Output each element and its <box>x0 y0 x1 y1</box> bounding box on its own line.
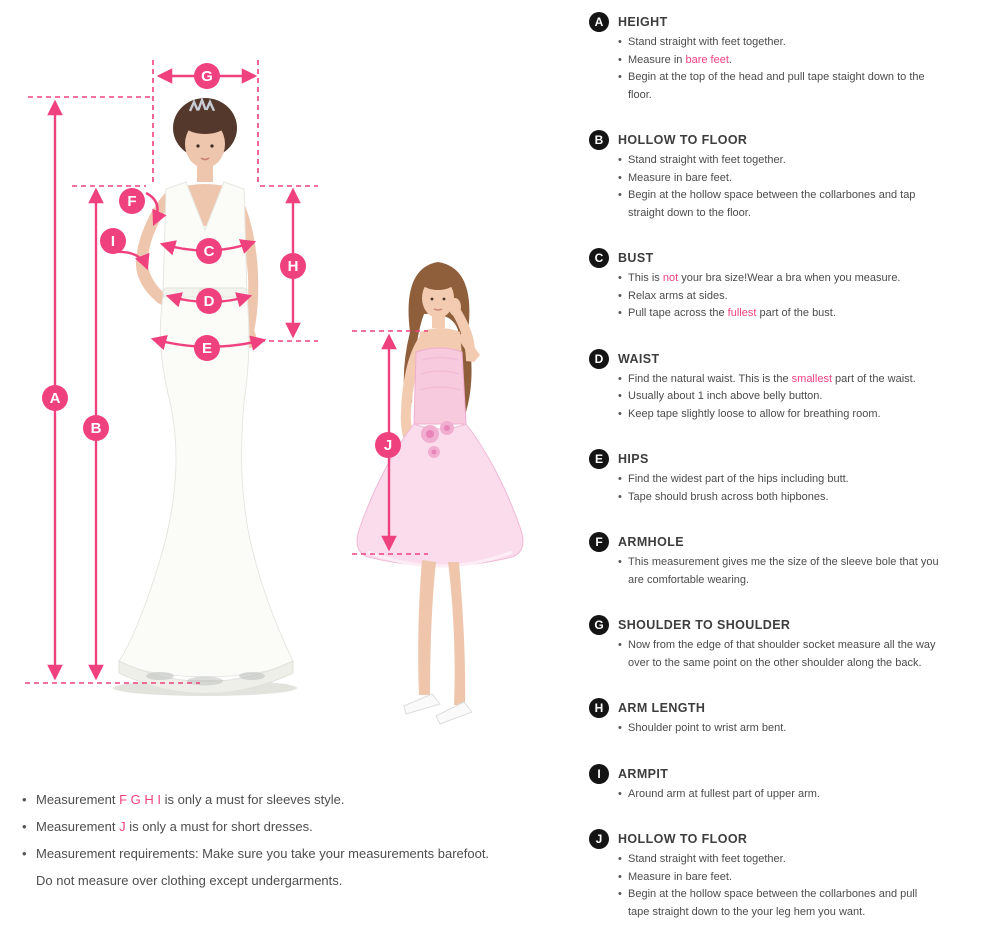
section-letter-badge: I <box>589 764 609 784</box>
instruction-bullet <box>618 637 940 672</box>
bullet-text: Begin at the hollow space between the collarbones and tap straight down to the floor. <box>628 189 916 219</box>
instruction-section-H <box>589 698 949 738</box>
measurement-diagram <box>0 0 580 780</box>
instruction-bullet <box>618 471 940 489</box>
instruction-section-J <box>589 829 949 921</box>
bullet-text: Measure in bare feet. <box>628 53 732 66</box>
bullet-text: This measurement gives me the size of the sleeve bole that you are comfortable wearing. <box>628 556 939 586</box>
instruction-bullet <box>618 371 940 389</box>
section-letter-badge: E <box>589 449 609 469</box>
instruction-bullet <box>618 170 940 188</box>
bullet-dot: • <box>618 154 622 166</box>
bullet-text: Now from the edge of that shoulder socket measure all the way over to the same point on the other shoulder along the back. <box>628 639 936 669</box>
measure-label-B: B <box>83 415 109 441</box>
bullet-dot: • <box>618 473 622 485</box>
bullet-dot: • <box>618 888 622 900</box>
instruction-bullet <box>618 869 940 887</box>
bullet-dot: • <box>618 36 622 48</box>
bullet-dot: • <box>618 390 622 402</box>
measure-label-F: F <box>119 188 145 214</box>
bullet-text: Measure in bare feet. <box>628 870 732 883</box>
measure-label-E: E <box>194 335 220 361</box>
bullet-dot: • <box>618 853 622 865</box>
instruction-bullet <box>618 152 940 170</box>
bullet-dot: • <box>22 792 27 807</box>
bullet-dot: • <box>22 819 27 834</box>
bullet-text: Usually about 1 inch above belly button. <box>628 390 823 402</box>
measure-label-A: A <box>42 385 68 411</box>
instruction-bullet <box>618 52 940 70</box>
note-text: Measurement requirements: Make sure you take your measurements barefoot. Do not measure over clothing except undergarments. <box>36 846 490 888</box>
bullet-text: Tape should brush across both hipbones. <box>628 490 829 503</box>
bullet-text: Shoulder point to wrist arm bent. <box>628 722 787 734</box>
bullet-text: Find the widest part of the hips including butt. <box>628 473 849 485</box>
bullet-dot: • <box>618 722 622 734</box>
section-title: HOLLOW TO FLOOR <box>618 133 748 147</box>
instruction-bullet <box>618 270 940 288</box>
bullet-dot: • <box>618 407 622 420</box>
instructions-list <box>589 12 949 947</box>
section-title: HEIGHT <box>618 15 668 29</box>
section-title: ARMHOLE <box>618 535 684 549</box>
section-letter-badge: J <box>589 829 609 849</box>
instruction-bullet <box>618 305 940 323</box>
instruction-section-B <box>589 130 949 222</box>
instruction-bullet <box>618 851 940 869</box>
section-title: HOLLOW TO FLOOR <box>618 832 748 846</box>
measure-label-I: I <box>100 228 126 254</box>
bullet-text: Stand straight with feet together. <box>628 154 786 166</box>
instruction-bullet <box>618 34 940 52</box>
bullet-dot: • <box>22 846 27 861</box>
notes-list <box>22 786 492 894</box>
instruction-bullet <box>618 720 940 738</box>
section-letter-badge: F <box>589 532 609 552</box>
section-title: WAIST <box>618 351 660 366</box>
section-title: HIPS <box>618 452 649 466</box>
bullet-dot: • <box>618 787 622 800</box>
bullet-dot: • <box>618 307 622 319</box>
bullet-dot: • <box>618 556 622 568</box>
note-item <box>22 840 492 894</box>
bullet-dot: • <box>618 53 622 66</box>
section-letter-badge: G <box>589 615 609 635</box>
bullet-dot: • <box>618 639 622 651</box>
bullet-dot: • <box>618 71 622 83</box>
instruction-bullet <box>618 69 940 104</box>
instruction-bullet <box>618 489 940 507</box>
bullet-text: Find the natural waist. This is the smallest part of the waist. <box>628 372 916 385</box>
bullet-text: Stand straight with feet together. <box>628 36 786 48</box>
instruction-bullet <box>618 554 940 589</box>
note-text: Measurement F G H I is only a must for sleeves style. <box>36 792 345 807</box>
instruction-bullet <box>618 786 940 804</box>
instruction-bullet <box>618 388 940 406</box>
measure-label-D: D <box>196 288 222 314</box>
measure-label-J: J <box>375 432 401 458</box>
section-letter-badge: D <box>589 349 609 369</box>
section-title: ARMPIT <box>618 766 669 781</box>
section-letter-badge: B <box>589 130 609 150</box>
measure-label-H: H <box>280 253 306 279</box>
section-letter-badge: C <box>589 248 609 268</box>
section-title: ARM LENGTH <box>618 701 706 715</box>
bullet-text: This is not your bra size!Wear a bra when you measure. <box>628 272 901 284</box>
bullet-text: Stand straight with feet together. <box>628 853 786 865</box>
instruction-section-I <box>589 764 949 804</box>
bullet-dot: • <box>618 171 622 184</box>
measure-label-C: C <box>196 238 222 264</box>
instruction-section-D <box>589 349 949 424</box>
bullet-dot: • <box>618 372 622 385</box>
bullet-text: Keep tape slightly loose to allow for breathing room. <box>628 407 881 420</box>
bullet-dot: • <box>618 189 622 201</box>
bullet-text: Begin at the hollow space between the collarbones and pull tape straight down to the your leg hem you want. <box>628 888 918 918</box>
instruction-section-G <box>589 615 949 672</box>
note-text: Measurement J is only a must for short dresses. <box>36 819 313 834</box>
section-letter-badge: A <box>589 12 609 32</box>
bullet-text: Begin at the top of the head and pull tape staight down to the floor. <box>628 71 925 101</box>
bullet-dot: • <box>618 272 622 284</box>
instruction-section-E <box>589 449 949 506</box>
instruction-bullet <box>618 187 940 222</box>
note-item <box>22 813 492 840</box>
section-title: SHOULDER TO SHOULDER <box>618 618 791 632</box>
instruction-section-C <box>589 248 949 323</box>
instruction-bullet <box>618 288 940 306</box>
note-item <box>22 786 492 813</box>
bullet-dot: • <box>618 870 622 883</box>
instruction-bullet <box>618 886 940 921</box>
bullet-dot: • <box>618 289 622 302</box>
bullet-text: Around arm at fullest part of upper arm. <box>628 787 820 800</box>
section-title: BUST <box>618 251 654 265</box>
diagram-artwork <box>0 0 580 780</box>
bride-figure-illustration <box>113 98 297 696</box>
bullet-text: Pull tape across the fullest part of the bust. <box>628 307 836 319</box>
instruction-section-A <box>589 12 949 104</box>
instruction-bullet <box>618 406 940 424</box>
section-letter-badge: H <box>589 698 609 718</box>
bullet-dot: • <box>618 490 622 503</box>
measure-label-G: G <box>194 63 220 89</box>
instruction-section-F <box>589 532 949 589</box>
bullet-text: Measure in bare feet. <box>628 171 732 184</box>
bullet-text: Relax arms at sides. <box>628 289 728 302</box>
